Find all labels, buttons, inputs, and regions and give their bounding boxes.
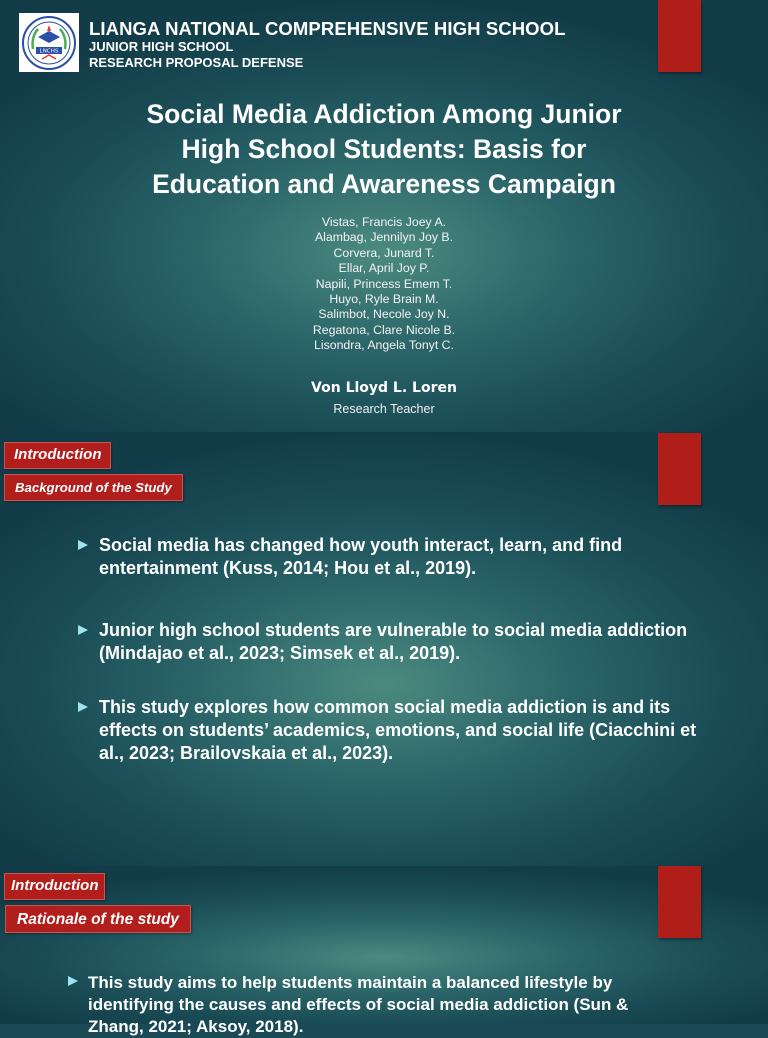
- bullet-item: [78, 696, 698, 765]
- teacher-role: Research Teacher: [333, 402, 435, 416]
- event-name: RESEARCH PROPOSAL DEFENSE: [89, 55, 304, 70]
- author-name: Corvera, Junard T.: [333, 245, 435, 260]
- bullet-list: [68, 972, 648, 1038]
- bullet-text: Social media has changed how youth interact, learn, and find entertainment (Kuss, 2014; Hou et al., 2019).: [99, 535, 623, 578]
- slide1-accent-bar: [658, 0, 701, 72]
- section-tag: Introduction: [4, 442, 111, 469]
- school-seal-icon: [21, 15, 77, 71]
- title-line-2: High School Students: Basis for: [181, 134, 587, 164]
- school-logo: [19, 13, 79, 72]
- author-name: Ellar, April Joy P.: [338, 261, 430, 276]
- logo-text: LNCHS: [39, 48, 59, 54]
- author-name: Napili, Princess Emem T.: [315, 276, 453, 291]
- bullet-item: [78, 534, 698, 580]
- school-level: JUNIOR HIGH SCHOOL: [89, 39, 234, 54]
- title-line-3: Education and Awareness Campaign: [152, 169, 616, 199]
- bullet-arrow-icon: [78, 625, 88, 635]
- author-name: Salimbot, Necole Joy N.: [318, 307, 450, 322]
- title-line-1: Social Media Addiction Among Junior: [146, 99, 622, 129]
- title-slide: [0, 0, 768, 432]
- author-name: Vistas, Francis Joey A.: [321, 215, 447, 229]
- author-name: Alambag, Jennilyn Joy B.: [314, 230, 454, 245]
- bullet-arrow-icon: [78, 702, 88, 712]
- slide3-accent-bar: [658, 866, 701, 938]
- school-name: LIANGA NATIONAL COMPREHENSIVE HIGH SCHOOL: [89, 18, 566, 39]
- author-list: [184, 215, 584, 354]
- background-slide: [0, 432, 768, 866]
- author-name: Lisondra, Angela Tonyt C.: [314, 338, 454, 353]
- bullet-list: [78, 534, 698, 765]
- bullet-text: This study explores how common social media addiction is and its effects on students’ academics, emotions, and social life (Ciacchini et al., 2023; Brailovskaia et al., 2023).: [99, 697, 697, 763]
- bullet-text: This study aims to help students maintain a balanced lifestyle by identifying the causes and effects of social media addiction (Sun & Zhang, 2021; Aksoy, 2018).: [88, 973, 629, 1036]
- subsection-tag: Rationale of the study: [5, 905, 191, 933]
- presentation-title: [84, 97, 684, 202]
- author-name: Huyo, Ryle Brain M.: [329, 292, 439, 307]
- rationale-slide: [0, 866, 768, 1036]
- bullet-text: Junior high school students are vulnerable to social media addiction (Mindajao et al., 2023; Simsek et al., 2019).: [99, 620, 688, 663]
- bullet-item: [78, 619, 698, 665]
- bullet-item: [68, 972, 648, 1038]
- teacher-name: Von Lloyd L. Loren: [311, 380, 457, 396]
- bullet-arrow-icon: [68, 976, 78, 986]
- school-header: [89, 18, 566, 71]
- bullet-arrow-icon: [78, 540, 88, 550]
- section-tag: Introduction: [4, 873, 105, 900]
- slide2-accent-bar: [658, 433, 701, 505]
- author-name: Regatona, Clare Nicole B.: [312, 322, 456, 337]
- subsection-tag: Background of the Study: [4, 474, 183, 501]
